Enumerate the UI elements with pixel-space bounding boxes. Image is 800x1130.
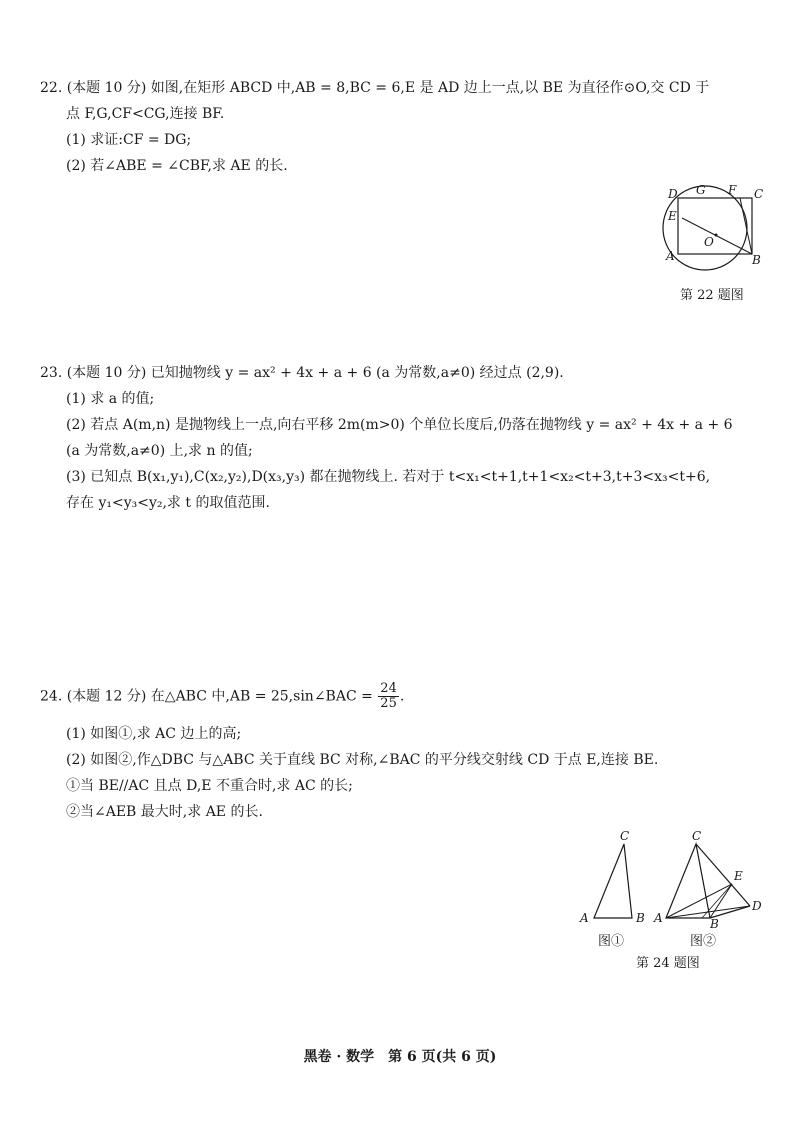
q22-figure — [660, 180, 770, 280]
q22-label-E: E — [668, 209, 677, 223]
q24-fig1-label-B: B — [636, 911, 645, 925]
q24-fig1-label: 图① — [598, 934, 625, 949]
q23-part3-line2: 存在 y₁<y₃<y₂,求 t 的取值范围. — [66, 495, 270, 511]
q24-fig2-label-C: C — [692, 829, 702, 843]
q24-part2: (2) 如图②,作△DBC 与△ABC 关于直线 BC 对称,∠BAC 的平分线交射线 CD 于点 E,连接 BE. — [66, 752, 659, 768]
q22-label-B: B — [752, 253, 761, 267]
page-footer: 黑卷 · 数学 第 6 页(共 6 页) — [303, 1049, 497, 1065]
q24-fig2-label-E: E — [734, 869, 743, 883]
q24-sin-fraction — [378, 682, 399, 711]
q24-caption: 第 24 题图 — [636, 956, 700, 971]
q22-part2: (2) 若∠ABE = ∠CBF,求 AE 的长. — [66, 158, 288, 174]
q22-label-D: D — [668, 187, 678, 201]
q24-fig2-label-B: B — [710, 917, 719, 928]
q24-figure-2 — [650, 828, 770, 928]
q22-stem-line1: 22. (本题 10 分) 如图,在矩形 ABCD 中,AB = 8,BC = 6,E 是 AD 边上一点,以 BE 为直径作⊙O,交 CD 于 — [40, 80, 710, 96]
q22-label-A: A — [666, 249, 675, 263]
q23-part2-line2: (a 为常数,a≠0) 上,求 n 的值; — [66, 443, 253, 459]
q22-stem-line2: 点 F,G,CF<CG,连接 BF. — [66, 106, 225, 122]
q24-fig2-label-D: D — [752, 899, 762, 913]
q24-sub1: ①当 BE//AC 且点 D,E 不重合时,求 AC 的长; — [66, 778, 353, 794]
q23-part1: (1) 求 a 的值; — [66, 391, 155, 407]
q23-part3-line1: (3) 已知点 B(x₁,y₁),C(x₂,y₂),D(x₃,y₃) 都在抛物线上. 若对于 t<x₁<t+1,t+1<x₂<t+3,t+3<x₃<t+6, — [66, 469, 711, 485]
q24-fig1-label-A: A — [580, 911, 589, 925]
q23-part2-line1: (2) 若点 A(m,n) 是抛物线上一点,向右平移 2m(m>0) 个单位长度后,仍落在抛物线 y = ax² + 4x + a + 6 — [66, 417, 733, 433]
q24-fig2-label-A: A — [654, 911, 663, 925]
q22-caption: 第 22 题图 — [680, 288, 744, 303]
q24-frac-numerator: 24 — [380, 681, 397, 696]
q22-label-G: G — [696, 183, 706, 197]
q24-stem — [40, 682, 404, 711]
q24-stem-end: . — [399, 688, 405, 705]
q22-label-C: C — [754, 187, 764, 201]
q22-label-O: O — [704, 235, 714, 249]
q24-fig2-label: 图② — [690, 934, 717, 949]
q24-figure-1 — [574, 828, 654, 928]
q24-frac-denominator: 25 — [380, 696, 397, 711]
q22-label-F: F — [728, 183, 737, 197]
q24-stem-text: 24. (本题 12 分) 在△ABC 中,AB = 25,sin∠BAC = — [40, 688, 373, 705]
q24-fig1-label-C: C — [620, 829, 630, 843]
q22-part1: (1) 求证:CF = DG; — [66, 132, 192, 148]
q23-stem: 23. (本题 10 分) 已知抛物线 y = ax² + 4x + a + 6 (a 为常数,a≠0) 经过点 (2,9). — [40, 365, 564, 381]
q24-part1: (1) 如图①,求 AC 边上的高; — [66, 726, 242, 742]
q24-sub2: ②当∠AEB 最大时,求 AE 的长. — [66, 804, 263, 820]
